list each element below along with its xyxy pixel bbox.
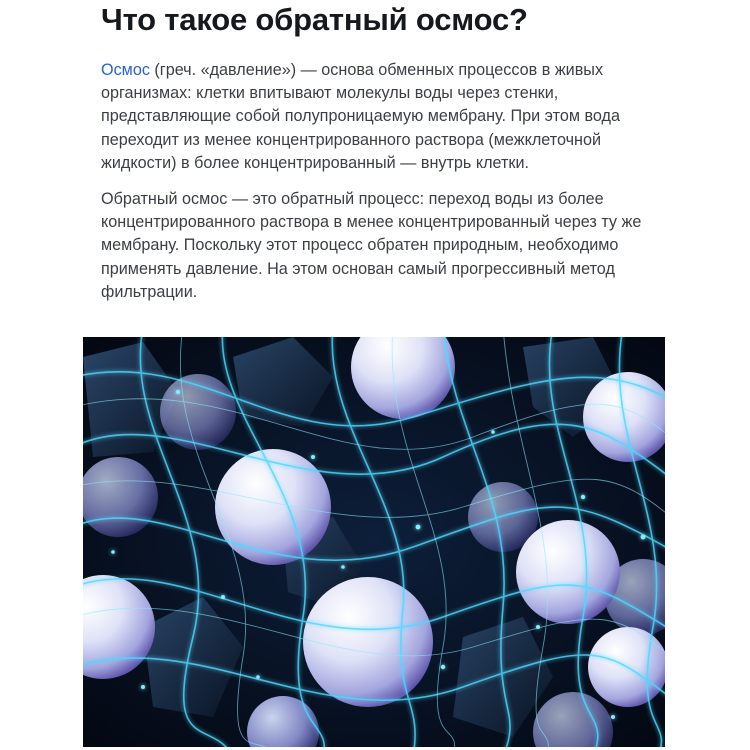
illustration-image	[83, 337, 665, 747]
article-title: Что такое обратный осмос?	[101, 2, 528, 37]
osmosis-link[interactable]: Осмос	[101, 61, 150, 79]
paragraph-osmosis-text: (греч. «давление») — основа обменных процессов в живых организмах: клетки впитывают молекулы воды через стенки, представляющие собой полупроницаемую мембрану. При этом вода переходит из менее концентрированного раствора (межклеточной жидкости) в более концентрированный — внутрь клетки.	[101, 61, 620, 172]
paragraph-osmosis	[101, 59, 676, 175]
illustration-svg	[83, 337, 665, 747]
paragraph-reverse-osmosis: Обратный осмос — это обратный процесс: переход воды из более концентрированного раствора в менее концентрированный через ту же мембрану. Поскольку этот процесс обратен природным, необходимо применять давление. На этом основан самый прогрессивный метод фильтрации.	[101, 190, 642, 301]
